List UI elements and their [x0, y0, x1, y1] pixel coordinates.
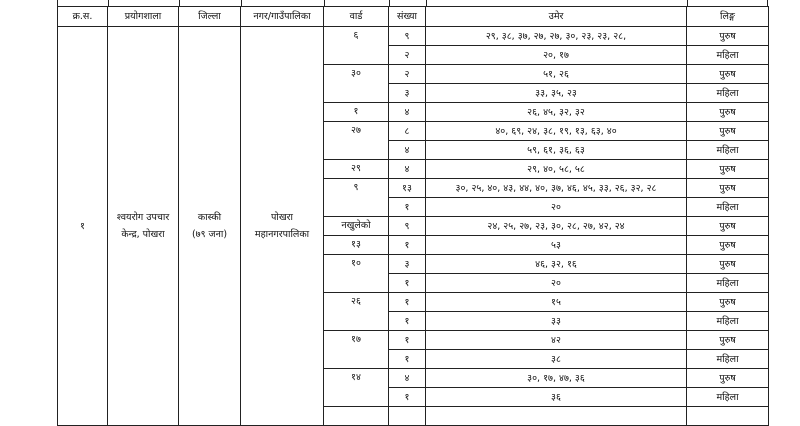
header-row	[58, 7, 769, 27]
age-cell: ३०, १७, ४७, ३६	[426, 369, 687, 388]
ward-cell: ३०	[324, 65, 389, 103]
age-cell: २९, ३८, ३७, २७, २७, ३०, २३, २३, २८,	[426, 27, 687, 46]
gender-cell: महिला	[687, 84, 769, 103]
gender-cell: महिला	[687, 388, 769, 407]
count-cell: ४	[389, 369, 426, 388]
count-cell: १३	[389, 179, 426, 198]
gender-cell: पुरुष	[687, 293, 769, 312]
ward-cell: १०	[324, 255, 389, 293]
age-cell: २०, १७	[426, 46, 687, 65]
count-cell: ३	[389, 84, 426, 103]
count-cell: ९	[389, 217, 426, 236]
gender-cell: पुरुष	[687, 65, 769, 84]
gender-cell: पुरुष	[687, 27, 769, 46]
gender-cell: पुरुष	[687, 369, 769, 388]
count-cell: १	[389, 293, 426, 312]
header-sn: क्र.स.	[58, 7, 108, 27]
gender-cell: पुरुष	[687, 179, 769, 198]
header-gender: लिङ्ग	[687, 7, 769, 27]
age-cell: ४०, ६९, २४, ३८, १९, १३, ६३, ४०	[426, 122, 687, 141]
ward-cell: ६	[324, 27, 389, 65]
header-age: उमेर	[426, 7, 687, 27]
count-cell: १	[389, 388, 426, 407]
count-cell: २	[389, 46, 426, 65]
ward-cell: २६	[324, 293, 389, 331]
gender-cell: महिला	[687, 141, 769, 160]
ward-cell: २९	[324, 160, 389, 179]
gender-cell: पुरुष	[687, 236, 769, 255]
header-district: जिल्ला	[179, 7, 241, 27]
empty-cell	[426, 407, 687, 426]
age-cell: ३३, ३५, २३	[426, 84, 687, 103]
ward-cell: १३	[324, 236, 389, 255]
age-cell: १५	[426, 293, 687, 312]
ward-cell: १७	[324, 331, 389, 369]
age-cell: २०	[426, 198, 687, 217]
count-cell: ४	[389, 103, 426, 122]
count-cell: १	[389, 198, 426, 217]
gender-cell: महिला	[687, 312, 769, 331]
age-cell: २६, ४५, ३२, ३२	[426, 103, 687, 122]
table-row	[58, 27, 769, 46]
count-cell: ४	[389, 141, 426, 160]
age-cell: ३८	[426, 350, 687, 369]
header-ward: वार्ड	[324, 7, 389, 27]
empty-cell	[324, 407, 389, 426]
age-cell: ४६, ३२, १६	[426, 255, 687, 274]
count-cell: ४	[389, 160, 426, 179]
gender-cell: पुरुष	[687, 160, 769, 179]
empty-cell	[687, 407, 769, 426]
gender-cell: महिला	[687, 198, 769, 217]
age-cell: ५९, ६१, ३६, ६३	[426, 141, 687, 160]
age-cell: ३०, २५, ४०, ४३, ४४, ४०, ३७, ४६, ४५, ३३, २६, ३२, २८	[426, 179, 687, 198]
gender-cell: पुरुष	[687, 103, 769, 122]
gender-cell: महिला	[687, 350, 769, 369]
gender-cell: महिला	[687, 46, 769, 65]
age-cell: ४२	[426, 331, 687, 350]
ward-cell: ९	[324, 179, 389, 217]
count-cell: ८	[389, 122, 426, 141]
age-cell: ३६	[426, 388, 687, 407]
count-cell: १	[389, 236, 426, 255]
age-cell: २९, ४०, ५८, ५८	[426, 160, 687, 179]
gender-cell: पुरुष	[687, 217, 769, 236]
table-body	[58, 27, 769, 426]
lab-results-table	[57, 6, 769, 426]
header-municipality: नगर/गाउँपालिका	[241, 7, 324, 27]
district-cell: कास्की (७९ जना)	[179, 27, 241, 426]
count-cell: ९	[389, 27, 426, 46]
count-cell: २	[389, 65, 426, 84]
gender-cell: पुरुष	[687, 122, 769, 141]
gender-cell: पुरुष	[687, 255, 769, 274]
ward-cell: १४	[324, 369, 389, 407]
ward-cell: नखुलेको	[324, 217, 389, 236]
age-cell: २४, २५, २७, २३, ३०, २८, २७, ४२, २४	[426, 217, 687, 236]
age-cell: ५३	[426, 236, 687, 255]
count-cell: ३	[389, 255, 426, 274]
age-cell: ३३	[426, 312, 687, 331]
header-count: संख्या	[389, 7, 426, 27]
ward-cell: २७	[324, 122, 389, 160]
header-lab: प्रयोगशाला	[108, 7, 179, 27]
ward-cell: १	[324, 103, 389, 122]
count-cell: १	[389, 312, 426, 331]
gender-cell: महिला	[687, 274, 769, 293]
sn-cell: १	[58, 27, 108, 426]
age-cell: ५१, २६	[426, 65, 687, 84]
gender-cell: पुरुष	[687, 331, 769, 350]
municipality-cell: पोखरा महानगरपालिका	[241, 27, 324, 426]
count-cell: १	[389, 331, 426, 350]
empty-cell	[389, 407, 426, 426]
lab-cell: श्वयरोग उपचार केन्द्र, पोखरा	[108, 27, 179, 426]
count-cell: १	[389, 350, 426, 369]
count-cell: १	[389, 274, 426, 293]
age-cell: २०	[426, 274, 687, 293]
